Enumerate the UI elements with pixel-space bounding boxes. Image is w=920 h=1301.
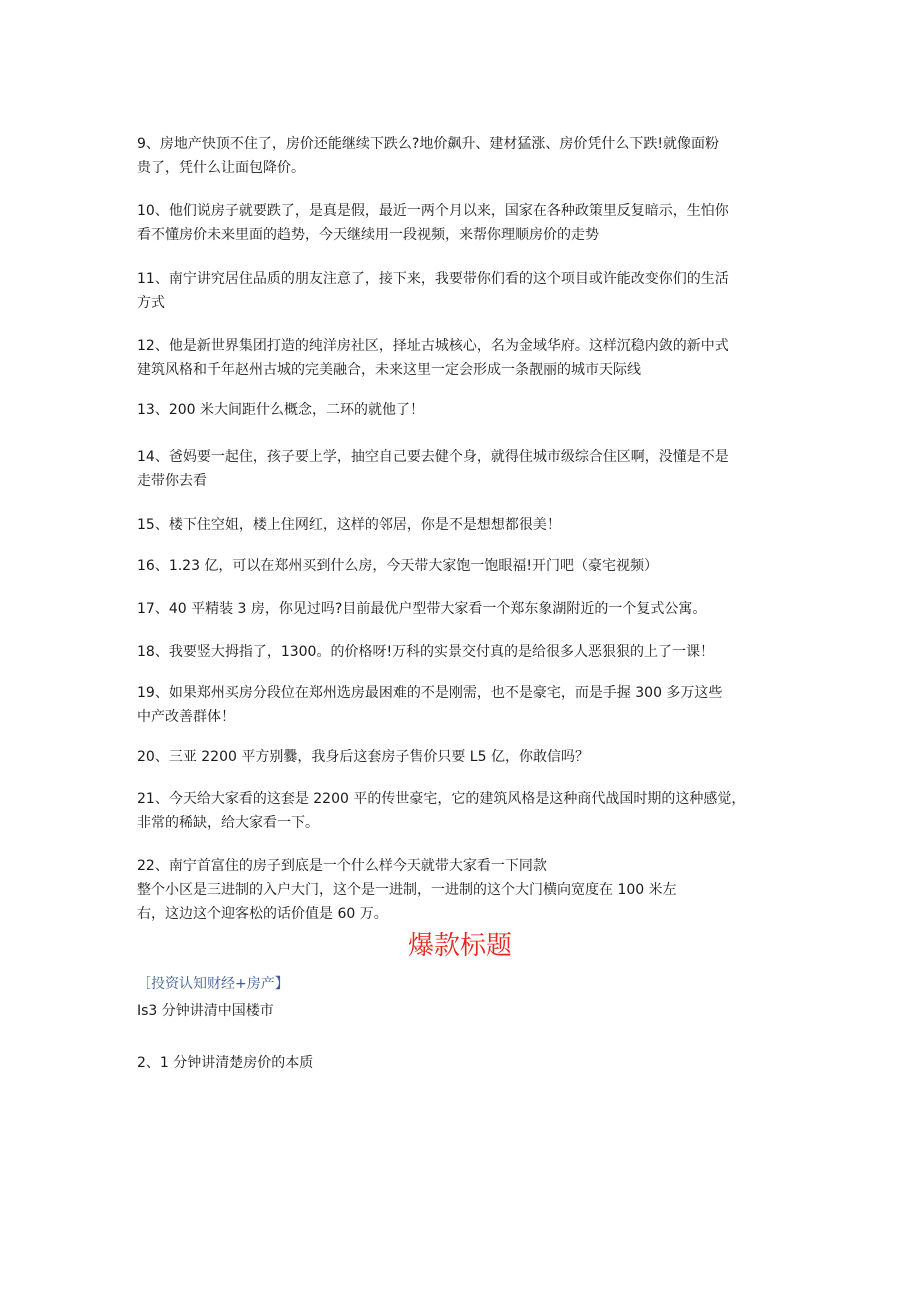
list-item — [137, 554, 792, 578]
item-line: 22、南宁首富住的房子到底是一个什么样今天就带大家看一下同款 — [137, 858, 547, 874]
list-item — [137, 513, 792, 537]
item-line: 10、他们说房子就要跌了，是真是假，最近一两个月以来，国家在各种政策里反复暗示，生怕你 — [137, 203, 729, 219]
item-line: 看不懂房价未来里面的趋势，今天继续用一段视频，来帮你理顺房价的走势 — [137, 227, 599, 243]
item-line: 方式 — [137, 295, 165, 311]
item-line: 整个小区是三进制的入户大门，这个是一进制，一进制的这个大门横向宽度在 100 米左 — [137, 882, 677, 898]
item-line: 中产改善群体！ — [137, 709, 235, 725]
item-line: 17、40 平精装 3 房，你见过吗?目前最优户型带大家看一个郑东象湖附近的一个复式公寓。 — [137, 601, 707, 617]
item-line: 14、爸妈要一起住，孩子要上学，抽空自己要去健个身，就得住城市级综合住区啊，没懂是不是 — [137, 449, 729, 465]
item-line: 12、他是新世界集团打造的纯洋房社区，择址古城核心，名为金域华府。这样沉稳内敛的新中式 — [137, 338, 729, 354]
list-item — [137, 334, 792, 382]
list-item — [137, 597, 792, 621]
item-line: 21、今天给大家看的这套是 2200 平的传世豪宅，它的建筑风格是这种商代战国时期的这种感觉， — [137, 791, 746, 807]
list-item — [137, 267, 792, 315]
item-line: 19、如果郑州买房分段位在郑州选房最困难的不是刚需，也不是豪宅，而是手握 300 多万这些 — [137, 685, 723, 701]
sub-item: 2、1 分钟讲清楚房价的本质 — [137, 1055, 314, 1071]
list-item — [137, 681, 792, 729]
item-line: 右，这边这个迎客松的话价值是 60 万。 — [137, 906, 388, 922]
item-line: 16、1.23 亿，可以在郑州买到什么房，今天带大家饱一饱眼福!开门吧（豪宅视频） — [137, 558, 659, 574]
item-line: 9、房地产快顶不住了，房价还能继续下跌么?地价飙升、建材猛涨、房价凭什么下跌!就像面粉 — [137, 136, 719, 152]
list-item — [137, 745, 792, 769]
list-item — [137, 199, 792, 247]
list-item — [137, 132, 792, 180]
item-line: 11、南宁讲究居住品质的朋友注意了，接下来，我要带你们看的这个项目或许能改变你们的生活 — [137, 271, 729, 287]
list-item — [137, 854, 792, 926]
list-item — [137, 398, 792, 422]
item-line: 非常的稀缺，给大家看一下。 — [137, 815, 319, 831]
sub-item: Is3 分钟讲清中国楼市 — [137, 1003, 274, 1019]
category-label: ［投资认知财经+房产】 — [137, 976, 289, 992]
hot-title-heading: 爆款标题 — [407, 931, 512, 961]
item-line: 18、我要竖大拇指了，1300。的价格呀!万科的实景交付真的是给很多人恶狠狠的上了一课！ — [137, 644, 715, 660]
item-line: 15、楼下住空姐，楼上住网红，这样的邻居，你是不是想想都很美！ — [137, 517, 561, 533]
item-line: 贵了，凭什么让面包降价。 — [137, 160, 305, 176]
item-line: 走带你去看 — [137, 473, 207, 489]
list-item — [137, 445, 792, 493]
list-item — [137, 787, 792, 835]
list-item — [137, 640, 792, 664]
item-line: 20、三亚 2200 平方别爨，我身后这套房子售价只要 L5 亿，你敢信吗？ — [137, 749, 589, 765]
item-line: 13、200 米大间距什么概念，二环的就他了！ — [137, 402, 424, 418]
item-line: 建筑风格和千年赵州古城的完美融合，未来这里一定会形成一条靓丽的城市天际线 — [137, 362, 641, 378]
